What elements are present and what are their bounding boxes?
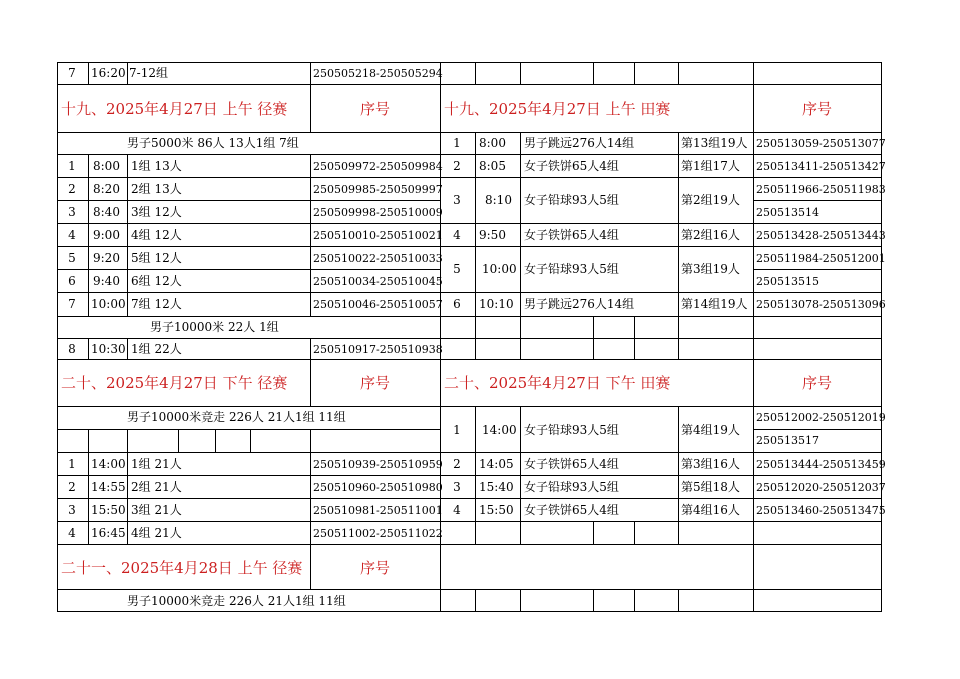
grid-line	[520, 132, 521, 316]
grid-line	[440, 223, 882, 224]
cell-group: 6组 12人	[131, 274, 182, 288]
event-label-walk: 男子10000米竞走 226人 21人1组 11组	[127, 594, 346, 608]
grid-line	[57, 452, 441, 453]
grid-line	[475, 589, 476, 612]
cell-time: 14:00	[91, 457, 126, 471]
grid-line	[127, 62, 128, 85]
grid-line	[57, 338, 882, 339]
cell-group: 第4组19人	[681, 423, 740, 437]
cell-time: 9:50	[479, 228, 506, 242]
grid-line	[440, 452, 882, 453]
grid-line	[634, 589, 635, 612]
cell-seq: 250513059-250513077	[756, 137, 886, 150]
grid-line	[520, 406, 521, 521]
cell-seq: 250512002-250512019	[756, 411, 886, 424]
grid-line	[178, 429, 179, 452]
cell-event: 女子铁饼65人4组	[524, 159, 619, 173]
cell-seq: 250513078-250513096	[756, 298, 886, 311]
grid-line	[57, 200, 441, 201]
grid-line	[753, 84, 754, 132]
grid-line	[753, 429, 882, 430]
cell-group: 2组 21人	[131, 480, 182, 494]
grid-line	[88, 62, 89, 85]
cell-group: 4组 12人	[131, 228, 182, 242]
cell-no: 7	[68, 66, 76, 80]
grid-line	[678, 316, 679, 360]
cell-time: 10:00	[482, 262, 517, 276]
cell-no: 2	[453, 159, 461, 173]
grid-line	[520, 521, 521, 544]
cell-group: 3组 21人	[131, 503, 182, 517]
grid-line	[57, 544, 882, 545]
cell-event: 女子铁饼65人4组	[524, 457, 619, 471]
cell-time: 8:00	[479, 136, 506, 150]
grid-line	[678, 62, 679, 85]
cell-seq: 250510022-250510033	[313, 252, 443, 265]
cell-no: 4	[453, 503, 461, 517]
cell-group: 第13组19人	[681, 136, 748, 150]
grid-line	[57, 359, 882, 360]
cell-seq: 250505218-250505294	[313, 67, 443, 80]
grid-line	[520, 589, 521, 612]
grid-line	[593, 521, 594, 544]
cell-seq: 250511984-250512001	[756, 252, 886, 265]
grid-line	[310, 338, 311, 406]
grid-line	[57, 177, 441, 178]
cell-seq: 250509985-250509997	[313, 183, 443, 196]
cell-seq: 250510010-250510021	[313, 229, 443, 242]
cell-seq: 250513411-250513427	[756, 160, 886, 173]
cell-time: 16:45	[91, 526, 126, 540]
cell-no: 8	[68, 342, 76, 356]
cell-time: 10:30	[91, 342, 126, 356]
grid-line	[475, 406, 476, 521]
grid-line	[215, 429, 216, 452]
cell-event: 女子铅球93人5组	[524, 262, 619, 276]
cell-time: 15:50	[479, 503, 514, 517]
cell-event: 女子铁饼65人4组	[524, 503, 619, 517]
cell-time: 16:20	[91, 66, 126, 80]
grid-line	[440, 177, 882, 178]
cell-event: 女子铁饼65人4组	[524, 228, 619, 242]
cell-no: 3	[68, 205, 76, 219]
cell-seq: 250513444-250513459	[756, 458, 886, 471]
cell-no: 3	[68, 503, 76, 517]
grid-line	[678, 521, 679, 544]
cell-no: 6	[68, 274, 76, 288]
cell-time: 9:20	[93, 251, 120, 265]
cell-time: 8:20	[93, 182, 120, 196]
event-label-5000m: 男子5000米 86人 13人1组 7组	[127, 136, 299, 150]
grid-line	[753, 269, 882, 270]
cell-event: 女子铅球93人5组	[524, 423, 619, 437]
grid-line	[57, 132, 882, 133]
grid-line	[57, 316, 882, 317]
grid-line	[57, 429, 441, 430]
grid-line	[475, 316, 476, 360]
grid-line	[593, 589, 594, 612]
cell-no: 4	[453, 228, 461, 242]
cell-time: 9:40	[93, 274, 120, 288]
cell-time: 15:40	[479, 480, 514, 494]
cell-time: 9:00	[93, 228, 120, 242]
seq-header: 序号	[359, 374, 391, 392]
grid-line	[634, 521, 635, 544]
cell-no: 1	[453, 423, 461, 437]
grid-line	[475, 132, 476, 316]
cell-seq: 250510046-250510057	[313, 298, 443, 311]
cell-group: 7组 12人	[131, 297, 182, 311]
grid-line	[678, 406, 679, 521]
cell-seq-extra: 250513515	[756, 275, 819, 288]
grid-line	[127, 338, 128, 360]
grid-line	[753, 316, 754, 360]
cell-no: 1	[453, 136, 461, 150]
cell-time: 15:50	[91, 503, 126, 517]
cell-seq: 250513428-250513443	[756, 229, 886, 242]
seq-header: 序号	[359, 559, 391, 577]
cell-group: 1组 13人	[131, 159, 182, 173]
event-label-10000m: 男子10000米 22人 1组	[150, 320, 279, 334]
cell-time: 14:05	[479, 457, 514, 471]
grid-line	[678, 132, 679, 316]
grid-line	[634, 62, 635, 85]
cell-time: 8:40	[93, 205, 120, 219]
cell-time: 8:10	[485, 193, 512, 207]
cell-group: 第14组19人	[681, 297, 748, 311]
cell-group: 4组 21人	[131, 526, 182, 540]
cell-group: 第5组18人	[681, 480, 740, 494]
cell-no: 1	[68, 159, 76, 173]
cell-no: 2	[68, 480, 76, 494]
event-label-walk: 男子10000米竞走 226人 21人1组 11组	[127, 410, 346, 424]
grid-line	[753, 359, 754, 406]
cell-seq: 250510034-250510045	[313, 275, 443, 288]
cell-seq-extra: 250513517	[756, 434, 819, 447]
cell-time: 8:05	[479, 159, 506, 173]
seq-header: 序号	[801, 374, 833, 392]
grid-line	[753, 521, 754, 544]
grid-line	[678, 589, 679, 612]
grid-line	[57, 154, 441, 155]
grid-line	[753, 132, 754, 316]
grid-line	[57, 406, 882, 407]
cell-no: 6	[453, 297, 461, 311]
grid-line	[475, 62, 476, 85]
cell-no: 4	[68, 228, 76, 242]
section-title-19-field: 十九、2025年4月27日 上午 田赛	[444, 100, 671, 118]
cell-group: 1组 22人	[131, 342, 182, 356]
cell-time: 14:00	[482, 423, 517, 437]
grid-line	[310, 62, 311, 85]
cell-seq-extra: 250513514	[756, 206, 819, 219]
cell-group: 第2组16人	[681, 228, 740, 242]
cell-no: 2	[453, 457, 461, 471]
cell-group: 7-12组	[129, 66, 168, 80]
cell-event: 女子铅球93人5组	[524, 193, 619, 207]
grid-line	[57, 292, 441, 293]
cell-seq: 250513460-250513475	[756, 504, 886, 517]
grid-line	[753, 200, 882, 201]
cell-group: 5组 12人	[131, 251, 182, 265]
grid-line	[634, 316, 635, 360]
cell-group: 第1组17人	[681, 159, 740, 173]
cell-no: 3	[453, 480, 461, 494]
grid-line	[127, 429, 128, 545]
grid-line	[310, 84, 311, 132]
cell-event: 男子跳远276人14组	[524, 297, 635, 311]
cell-seq: 250510981-250511001	[313, 504, 443, 517]
grid-line	[753, 589, 754, 612]
grid-line	[440, 292, 882, 293]
grid-line	[440, 246, 882, 247]
cell-seq: 250509998-250510009	[313, 206, 443, 219]
grid-line	[753, 62, 754, 85]
grid-line	[753, 406, 754, 521]
cell-no: 3	[453, 193, 461, 207]
cell-seq: 250511966-250511983	[756, 183, 886, 196]
cell-group: 1组 21人	[131, 457, 182, 471]
cell-event: 男子跳远276人14组	[524, 136, 635, 150]
cell-group: 第4组16人	[681, 503, 740, 517]
grid-line	[57, 589, 882, 590]
grid-line	[57, 84, 882, 85]
cell-no: 5	[453, 262, 461, 276]
cell-seq: 250509972-250509984	[313, 160, 443, 173]
section-title-21-track: 二十一、2025年4月28日 上午 径赛	[61, 559, 303, 577]
grid-line	[88, 154, 89, 316]
grid-line	[57, 269, 441, 270]
cell-time: 8:00	[93, 159, 120, 173]
cell-group: 第2组19人	[681, 193, 740, 207]
grid-line	[593, 316, 594, 360]
grid-line	[57, 223, 441, 224]
cell-seq: 250510917-250510938	[313, 343, 443, 356]
cell-no: 7	[68, 297, 76, 311]
grid-line	[88, 429, 89, 545]
grid-line	[310, 154, 311, 316]
grid-line	[475, 521, 476, 544]
grid-line	[57, 62, 882, 63]
cell-group: 3组 12人	[131, 205, 182, 219]
cell-seq: 250511002-250511022	[313, 527, 443, 540]
grid-line	[250, 429, 251, 452]
seq-header: 序号	[359, 100, 391, 118]
grid-line	[127, 154, 128, 316]
cell-no: 4	[68, 526, 76, 540]
cell-no: 5	[68, 251, 76, 265]
grid-line	[57, 611, 882, 612]
grid-line	[520, 316, 521, 360]
grid-line	[310, 429, 311, 589]
cell-group: 2组 13人	[131, 182, 182, 196]
grid-line	[520, 62, 521, 85]
grid-line	[57, 246, 441, 247]
seq-header: 序号	[801, 100, 833, 118]
cell-group: 第3组19人	[681, 262, 740, 276]
cell-event: 女子铅球93人5组	[524, 480, 619, 494]
grid-line	[57, 62, 58, 612]
cell-seq: 250510960-250510980	[313, 481, 443, 494]
cell-seq: 250512020-250512037	[756, 481, 886, 494]
cell-seq: 250510939-250510959	[313, 458, 443, 471]
grid-line	[440, 154, 882, 155]
cell-no: 1	[68, 457, 76, 471]
grid-line	[57, 498, 882, 499]
cell-no: 2	[68, 182, 76, 196]
grid-line	[593, 62, 594, 85]
section-title-19-track: 十九、2025年4月27日 上午 径赛	[61, 100, 288, 118]
cell-time: 14:55	[91, 480, 126, 494]
section-title-20-field: 二十、2025年4月27日 下午 田赛	[444, 374, 671, 392]
grid-line	[88, 338, 89, 360]
cell-time: 10:10	[479, 297, 514, 311]
grid-line	[57, 475, 882, 476]
cell-group: 第3组16人	[681, 457, 740, 471]
section-title-20-track: 二十、2025年4月27日 下午 径赛	[61, 374, 288, 392]
grid-line	[753, 544, 754, 589]
cell-time: 10:00	[91, 297, 126, 311]
grid-line	[57, 521, 882, 522]
